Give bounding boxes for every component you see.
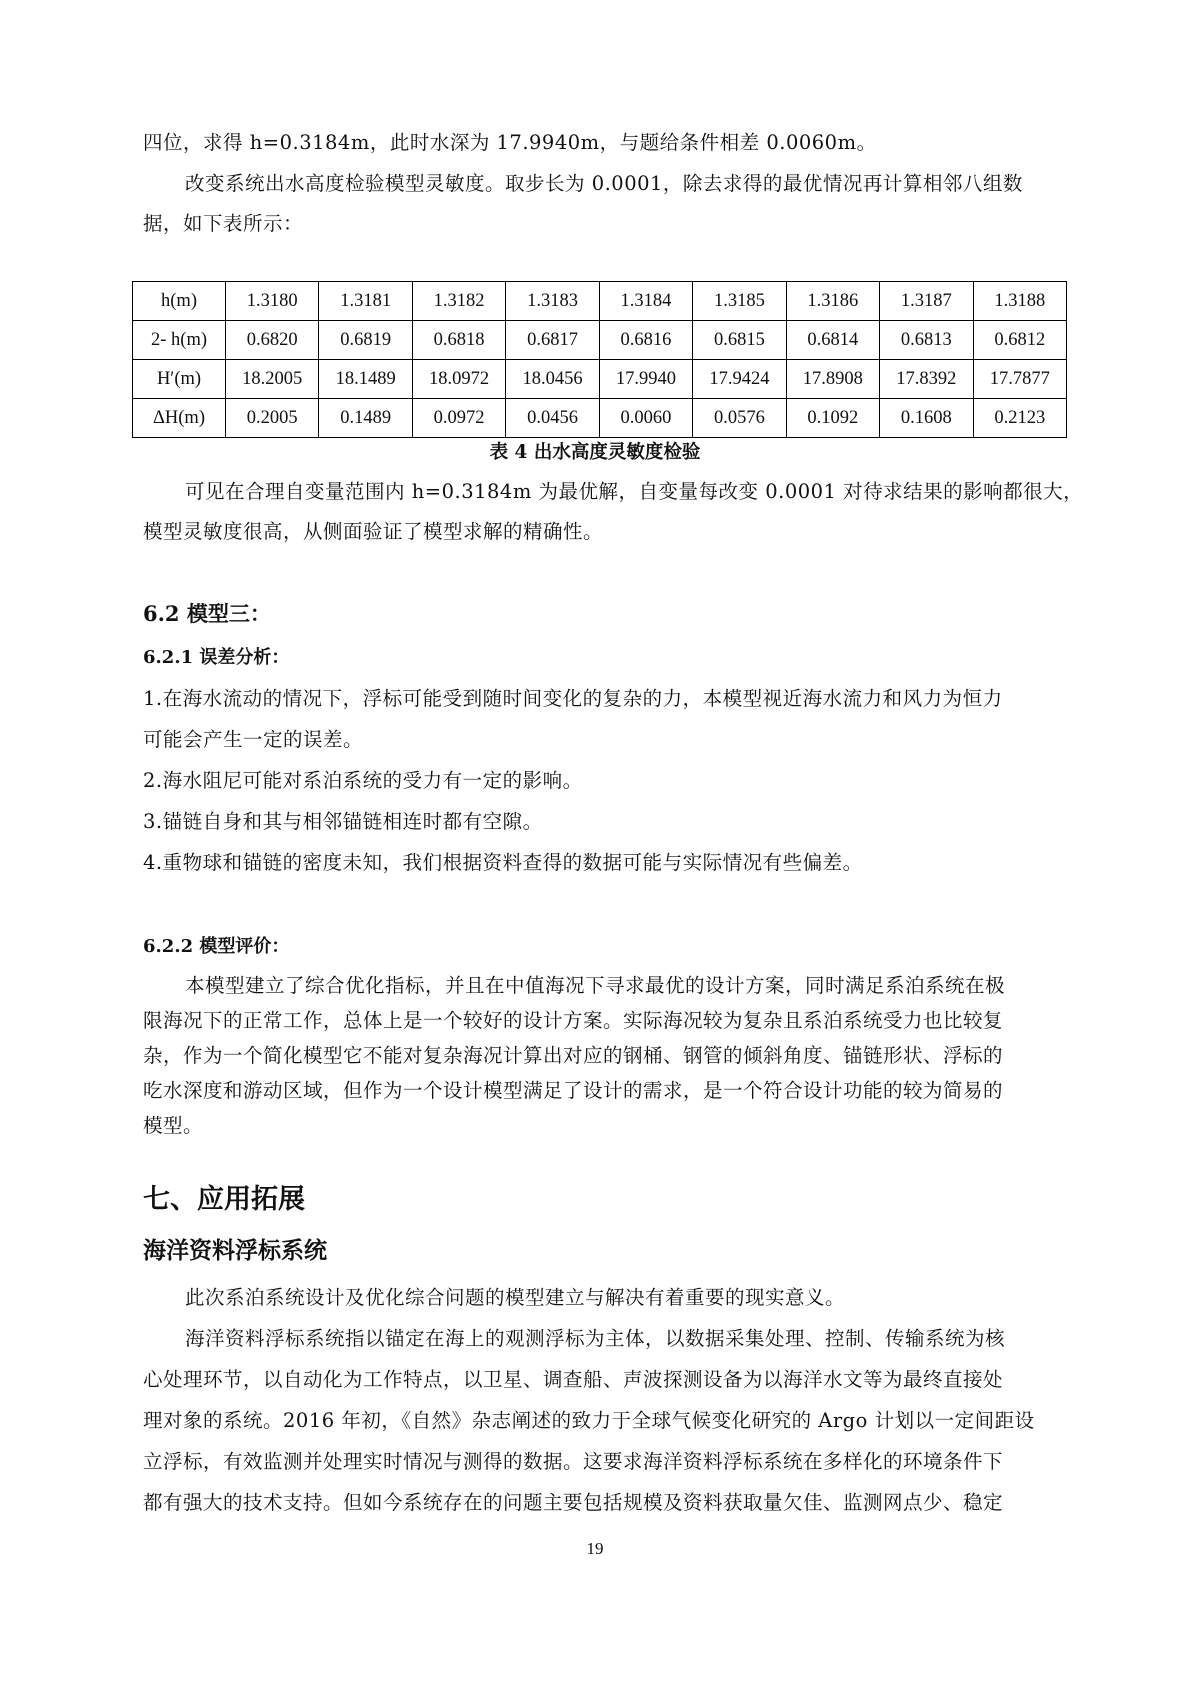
body-line: 2.海水阻尼可能对系泊系统的受力有一定的影响。 [143,769,583,792]
table-cell: 18.0456 [506,360,599,399]
table-cell: 0.2123 [973,399,1067,438]
table-cell: ΔH(m) [133,399,226,438]
section-heading: 海洋资料浮标系统 [143,1237,327,1264]
sensitivity-table [132,281,1067,438]
table-cell: 1.3182 [412,282,505,321]
table-cell: 0.6819 [319,321,412,360]
table-cell: 0.6818 [412,321,505,360]
table-cell: 0.1608 [880,399,973,438]
table-cell: 1.3185 [693,282,786,321]
table-cell: 0.1489 [319,399,412,438]
table-cell: H′(m) [133,360,226,399]
table-cell: 18.1489 [319,360,412,399]
intro-line: 改变系统出水高度检验模型灵敏度。取步长为 0.0001，除去求得的最优情况再计算相邻八组数 [185,172,1023,195]
table-cell: 0.6814 [786,321,879,360]
table-cell: 1.3186 [786,282,879,321]
table-cell: 0.2005 [226,399,319,438]
table-cell: 2- h(m) [133,321,226,360]
body-line: 吃水深度和游动区域，但作为一个设计模型满足了设计的需求，是一个符合设计功能的较为简易的 [143,1079,1004,1102]
table-cell: 0.6813 [880,321,973,360]
table-cell: h(m) [133,282,226,321]
table-cell: 0.1092 [786,399,879,438]
table-cell: 1.3181 [319,282,412,321]
table-cell: 1.3183 [506,282,599,321]
body-line: 模型灵敏度很高，从侧面验证了模型求解的精确性。 [143,520,604,543]
body-line: 海洋资料浮标系统指以锚定在海上的观测浮标为主体，以数据采集处理、控制、传输系统为核 [185,1327,1006,1350]
table-cell: 0.0060 [599,399,692,438]
subsection-heading: 6.2.2 模型评价： [143,936,290,957]
table-row [133,360,1067,399]
body-line: 3.锚链自身和其与相邻锚链相连时都有空隙。 [143,810,543,833]
body-line: 限海况下的正常工作，总体上是一个较好的设计方案。实际海况较为复杂且系泊系统受力也比较复 [143,1009,1004,1032]
chapter-heading: 七、应用拓展 [143,1184,305,1215]
table-cell: 17.8392 [880,360,973,399]
body-line: 可见在合理自变量范围内 h=0.3184m 为最优解，自变量每改变 0.0001 对待求结果的影响都很大， [185,480,1084,503]
body-line: 1.在海水流动的情况下，浮标可能受到随时间变化的复杂的力，本模型视近海水流力和风力为恒力 [143,687,1003,710]
table-cell: 1.3180 [226,282,319,321]
page-number: 19 [586,1539,604,1558]
table-row [133,321,1067,360]
table-cell: 1.3187 [880,282,973,321]
intro-line: 据，如下表所示： [143,212,304,235]
table-row [133,282,1067,321]
body-line: 模型。 [143,1114,204,1137]
table-cell: 1.3184 [599,282,692,321]
table-cell: 0.6817 [506,321,599,360]
table-cell: 0.6816 [599,321,692,360]
section-heading: 6.2 模型三： [143,601,271,626]
body-line: 此次系泊系统设计及优化综合问题的模型建立与解决有着重要的现实意义。 [185,1286,846,1309]
table-cell: 18.0972 [412,360,505,399]
table-cell: 17.9940 [599,360,692,399]
table-cell: 0.0972 [412,399,505,438]
table-cell: 18.2005 [226,360,319,399]
table-cell: 0.6815 [693,321,786,360]
table-cell: 0.0456 [506,399,599,438]
table-cell: 17.9424 [693,360,786,399]
body-line: 可能会产生一定的误差。 [143,728,364,751]
body-line: 4.重物球和锚链的密度未知，我们根据资料查得的数据可能与实际情况有些偏差。 [143,851,863,874]
body-line: 理对象的系统。2016 年初，《自然》杂志阐述的致力于全球气候变化研究的 Argo 计划以一定间距设 [143,1409,1035,1432]
body-line: 杂，作为一个简化模型它不能对复杂海况计算出对应的钢桶、钢管的倾斜角度、锚链形状、浮标的 [143,1044,1004,1067]
body-line: 立浮标，有效监测并处理实时情况与测得的数据。这要求海洋资料浮标系统在多样化的环境条件下 [143,1450,1004,1473]
table-cell: 0.6820 [226,321,319,360]
body-line: 都有强大的技术支持。但如今系统存在的问题主要包括规模及资料获取量欠佳、监测网点少、稳定 [143,1491,1004,1514]
table-cell: 17.7877 [973,360,1067,399]
body-line: 本模型建立了综合优化指标，并且在中值海况下寻求最优的设计方案，同时满足系泊系统在极 [185,974,1006,997]
subsection-heading: 6.2.1 误差分析： [143,647,290,668]
table-cell: 0.0576 [693,399,786,438]
intro-line: 四位，求得 h=0.3184m，此时水深为 17.9940m，与题给条件相差 0.0060m。 [143,131,877,154]
table-cell: 1.3188 [973,282,1067,321]
table-caption: 表 4 出水高度灵敏度检验 [489,442,701,463]
table-row [133,399,1067,438]
body-line: 心处理环节，以自动化为工作特点，以卫星、调查船、声波探测设备为以海洋水文等为最终直接处 [143,1368,1004,1391]
table-cell: 0.6812 [973,321,1067,360]
table-cell: 17.8908 [786,360,879,399]
